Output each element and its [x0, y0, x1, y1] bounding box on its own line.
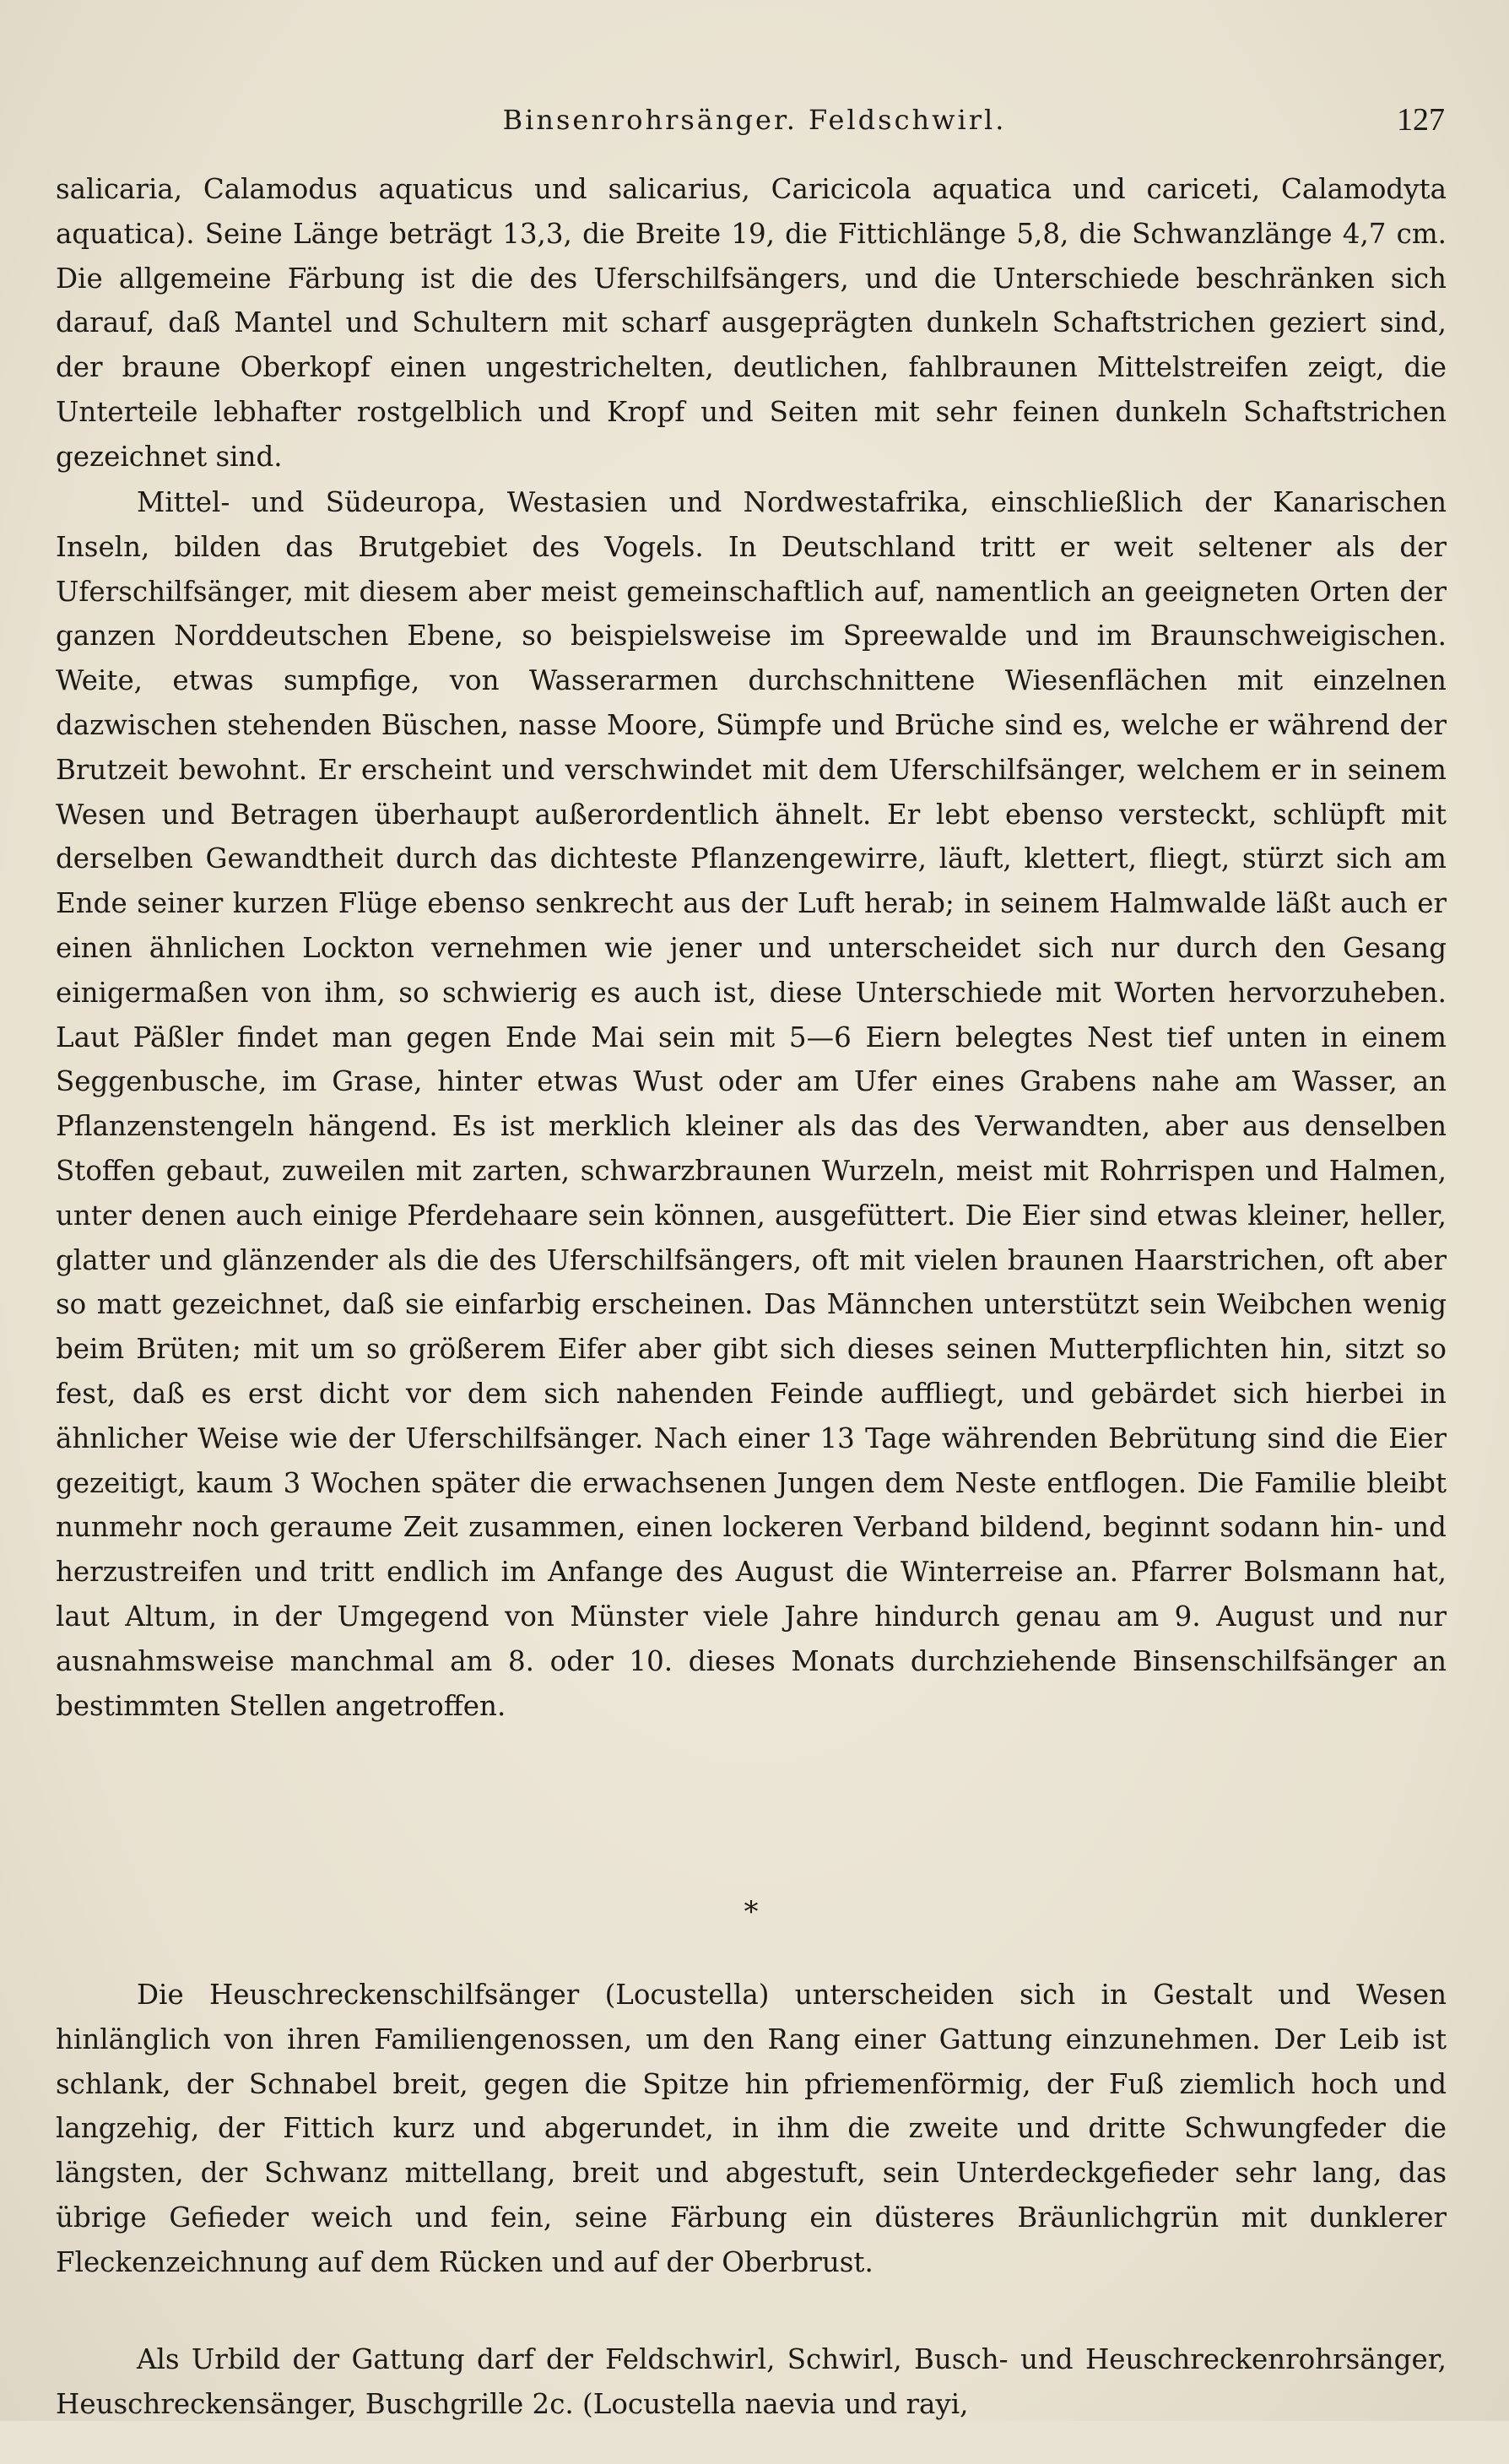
paragraph-locustella-genus: Die Heuschreckenschilfsänger (Locustella) unterscheiden sich in Gestalt und Wesen hinlänglich von ihren Familiengenossen, um den Rang einer Gattung einzunehmen. Der Leib ist schlank, der Schnabel breit, gegen die Spitze hin pfriemenförmig, der Fuß ziemlich hoch und langzehig, der Fittich kurz und abgerundet, in ihm die zweite und dritte Schwungfeder die längsten, der Schwanz mittellang, breit und abgestuft, sein Unterdeckgefieder sehr lang, das übrige Gefieder weich und fein, seine Färbung ein düsteres Bräunlichgrün mit dunklerer Fleckenzeichnung auf dem Rücken und auf der Oberbrust.: [56, 1979, 1447, 2278]
page-number: 127: [1397, 102, 1445, 138]
running-title: Binsenrohrsänger. Feldschwirl.: [502, 104, 1007, 136]
paragraph-continuation: salicaria, Calamodus aquaticus und salicarius, Caricicola aquatica und cariceti, Calamodyta aquatica). Seine Länge beträgt 13,3, die Breite 19, die Fittichlänge 5,8, die Schwanzlänge 4,7 cm. Die allgemeine Färbung ist die des Uferschilfsängers, und die Unterschiede beschränken sich darauf, daß Mantel und Schultern mit scharf ausgeprägten dunkeln Schaftstrichen geziert sind, der braune Oberkopf einen ungestrichelten, deutlichen, fahlbraunen Mittelstreifen zeigt, die Unterteile lebhafter rostgelblich und Kropf und Seiten mit sehr feinen dunkeln Schaftstrichen gezeichnet sind.: [56, 173, 1447, 473]
paragraph-distribution: Mittel- und Südeuropa, Westasien und Nordwestafrika, einschließlich der Kanarischen Inseln, bilden das Brutgebiet des Vogels. In Deutschland tritt er weit seltener als der Uferschilfsänger, mit diesem aber meist gemeinschaftlich auf, namentlich an geeigneten Orten der ganzen Norddeutschen Ebene, so beispielsweise im Spreewalde und im Braunschweigischen. Weite, etwas sumpfige, von Wasserarmen durchschnittene Wiesenflächen mit einzelnen dazwischen stehenden Büschen, nasse Moore, Sümpfe und Brüche sind es, welche er während der Brutzeit bewohnt. Er erscheint und verschwindet mit dem Uferschilfsänger, welchem er in seinem Wesen und Betragen überhaupt außerordentlich ähnelt. Er lebt ebenso versteckt, schlüpft mit derselben Gewandtheit durch das dichteste Pflanzengewirre, läuft, klettert, fliegt, stürzt sich am Ende seiner kurzen Flüge ebenso senkrecht aus der Luft herab; in seinem Halmwalde läßt auch er einen ähnlichen Lockton vernehmen wie jener und unterscheidet sich nur durch den Gesang einigermaßen von ihm, so schwierig es auch ist, diese Unterschiede mit Worten hervorzuheben. Laut Päßler findet man gegen Ende Mai sein mit 5—6 Eiern belegtes Nest tief unten in einem Seggenbusche, im Grase, hinter etwas Wust oder am Ufer eines Grabens nahe am Wasser, an Pflanzenstengeln hängend. Es ist merklich kleiner als das des Verwandten, aber aus denselben Stoffen gebaut, zuweilen mit zarten, schwarzbraunen Wurzeln, meist mit Rohrrispen und Halmen, unter denen auch einige Pferdehaare sein können, ausgefüttert. Die Eier sind etwas kleiner, heller, glatter und glänzender als die des Uferschilfsängers, oft mit vielen braunen Haarstrichen, oft aber so matt gezeichnet, daß sie einfarbig erscheinen. Das Männchen unterstützt sein Weibchen wenig beim Brüten; mit um so größerem Eifer aber gibt sich dieses seinen Mutterpflichten hin, sitzt so fest, daß es erst dicht vor dem sich nahenden Feinde auffliegt, und gebärdet sich hierbei in ähnlicher Weise wie der Uferschilfsänger. Nach einer 13 Tage währenden Bebrütung sind die Eier gezeitigt, kaum 3 Wochen später die erwachsenen Jungen dem Neste entflogen. Die Familie bleibt nunmehr noch geraume Zeit zusammen, einen lockeren Verband bildend, beginnt sodann hin- und herzustreifen und tritt endlich im Anfange des August die Winterreise an. Pfarrer Bolsmann hat, laut Altum, in der Umgegend von Münster viele Jahre hindurch genau am 9. August und nur ausnahmsweise manchmal am 8. oder 10. dieses Monats durchziehende Binsenschilfsänger an bestimmten Stellen angetroffen.: [56, 486, 1447, 1722]
page-header: [0, 95, 1509, 145]
body-text: [56, 167, 1447, 2464]
section-separator-asterisk: *: [744, 1895, 759, 1929]
paragraph-feldschwirl: Als Urbild der Gattung darf der Feldschwirl, Schwirl, Busch- und Heuschreckenrohrsänger, Heuschreckensänger, Buschgrille 2c. (Locustella naevia und rayi,: [56, 2343, 1447, 2420]
